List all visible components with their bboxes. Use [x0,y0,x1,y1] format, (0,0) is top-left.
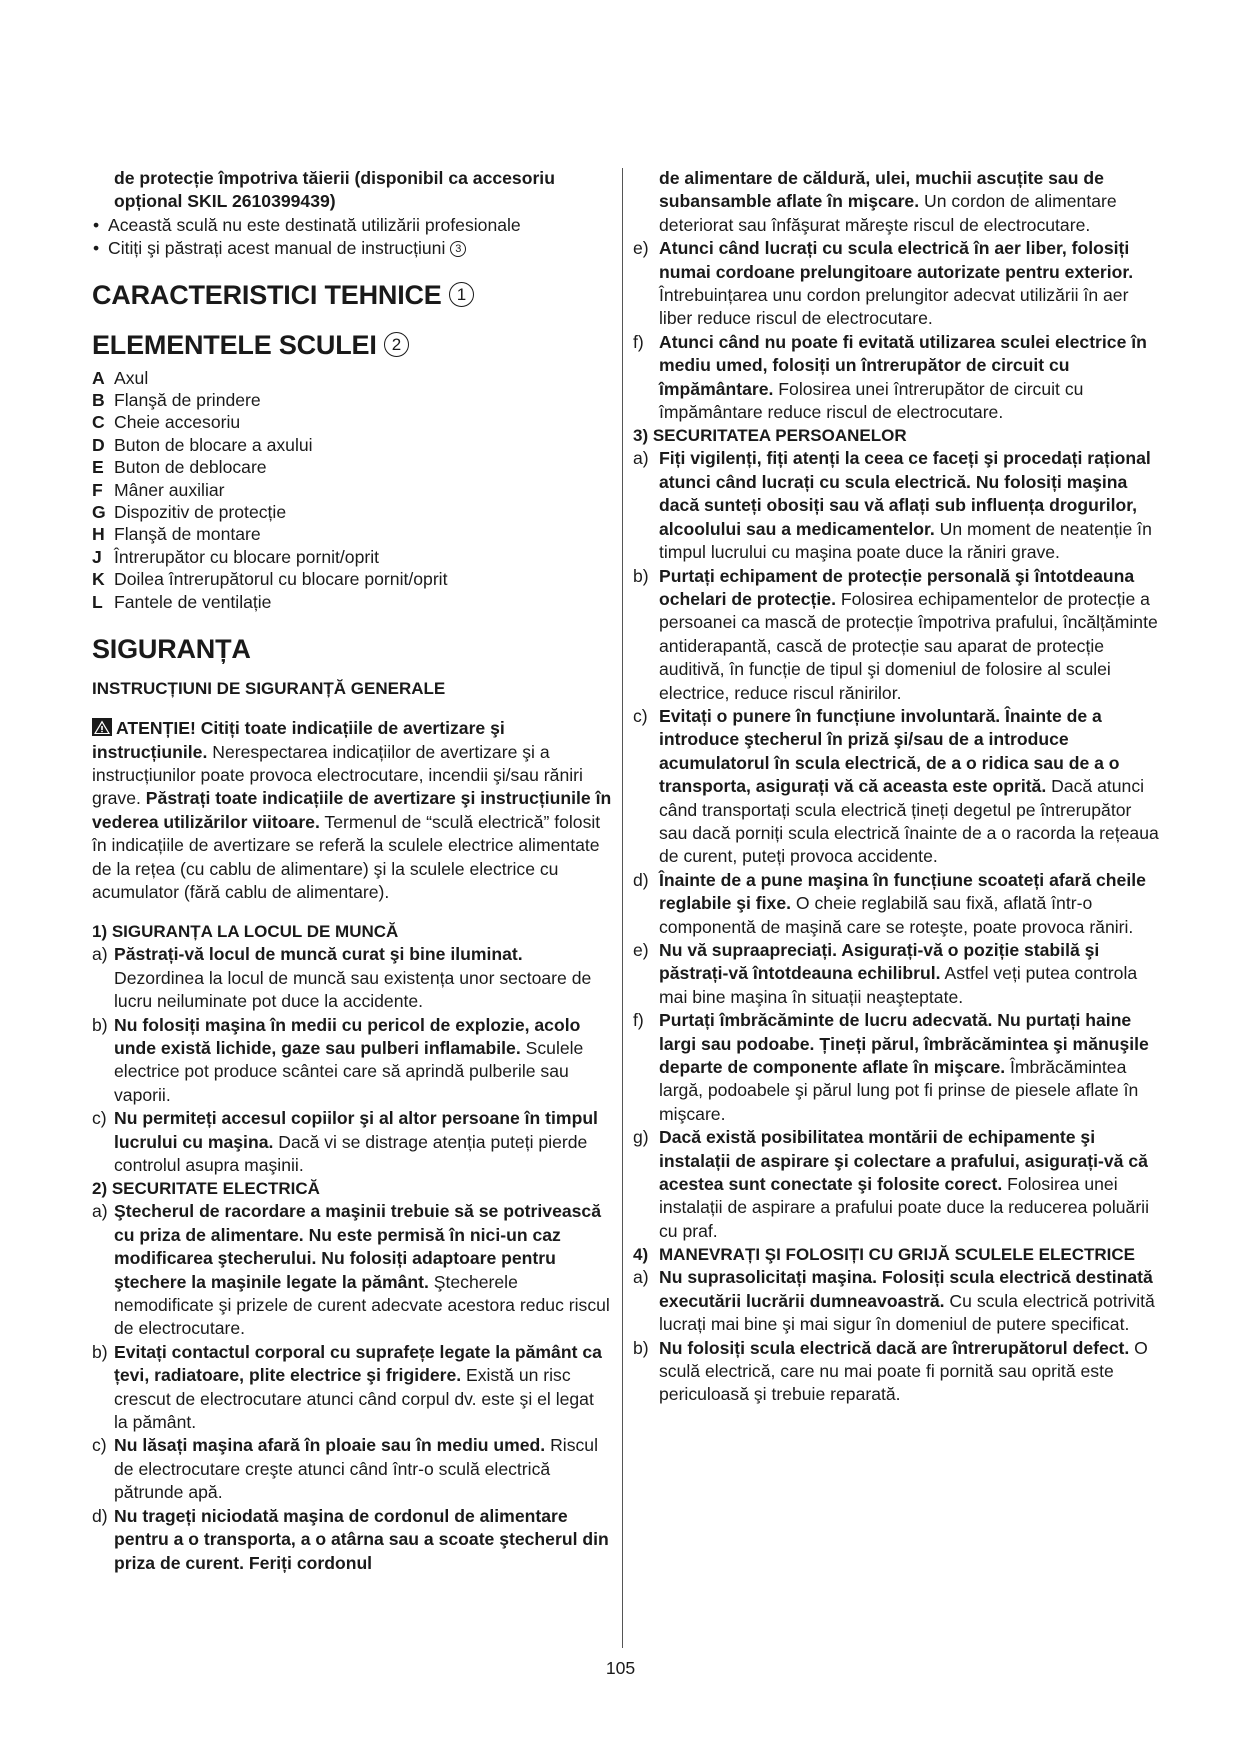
instruction-item [92,943,612,1013]
item-marker: c) [92,1108,107,1129]
item-bold: Evitați o punere în funcțiune involuntară. Înainte de a introduce ştecherul în priză şi/sau de a introduce acumulatorul în scula electrică, de a o ridica sau de a o transporta, asigurați vă că aceasta este oprită. [659,705,1120,797]
item-marker: b) [633,1337,649,1358]
item-bold: Atunci când lucrați cu scula electrică în aer liber, folosiți numai cordoane prelungitoare autorizate pentru exterior. [659,238,1134,282]
warning-text-2: Termenul de “sculă electrică” folosit în indicațiile de avertizare se referă la sculele electrice alimentate de la rețea (cu cablu de alimentare) şi la sculele electrice cu acumulator (fără cablu de alimentare). [92,811,601,902]
section-title-workplace: 1) SIGURANȚA LA LOCUL DE MUNCĂ [92,922,399,942]
item-bold: Nu suprasolicitați maşina. Folosiți scula electrică destinată executării lucrării dumneavoastră. [659,1267,1153,1311]
section-electrical-items [92,1200,612,1575]
item-marker: d) [633,869,649,890]
warning-paragraph [92,716,612,904]
heading-general-safety: INSTRUCȚIUNI DE SIGURANȚĂ GENERALE [92,679,446,699]
item-bold: Înainte de a pune maşina în funcțiune scoateți afară cheile reglabile şi fixe. [659,869,1146,914]
item-text: Astfel veți putea controla mai bine maşina în situații neaşteptate. [659,963,1138,1007]
item-bold: Evitați contactul corporal cu suprafețe legate la pământ ca țevi, radiatoare, plite electrice şi frigidere. [114,1341,602,1386]
item-marker: a) [633,448,649,469]
element-label: Întrerupător cu blocare pornit/oprit [114,546,380,567]
instruction-item [92,1014,612,1108]
instruction-item [633,1126,1163,1243]
element-key: L [92,591,103,612]
element-item [92,456,612,479]
instruction-item [92,1341,612,1435]
item-marker: a) [92,944,108,965]
instruction-item [633,939,1163,1009]
element-label: Fantele de ventilație [114,591,272,612]
element-key: E [92,457,104,478]
item-text: Dacă vi se distrage atenția puteți pierde controlul asupra maşinii. [114,1131,588,1175]
figure-ref: 2 [384,332,409,357]
item-marker: e) [633,940,649,960]
element-key: H [92,524,105,545]
element-label: Buton de deblocare [114,457,267,478]
instruction-item [633,331,1163,425]
heading-text: CARACTERISTICI TEHNICE [92,279,442,310]
element-key: J [92,546,102,567]
item-text: Există un risc crescut de electrocutare atunci când corpul dv. este şi el legat la pământ. [114,1365,594,1433]
item-text: O sculă electrică, care nu mai poate fi pornită sau oprită este periculoasă şi trebuie reparată. [659,1337,1148,1405]
item-marker: a) [633,1267,649,1288]
right-column [633,167,1163,1407]
item-bold: Atunci când nu poate fi evitată utilizarea sculei electrice în mediu umed, folosiți un întrerupător de circuit cu împământare. [659,331,1147,399]
item-text: Îmbrăcămintea largă, podoabele şi părul lung pot fi prinse de piesele aflate în mişcare. [659,1057,1139,1124]
element-item [92,479,612,502]
item-text: Cu scula electrică potrivită lucrați mai bine şi mai sigur în domeniul de putere specificat. [659,1290,1155,1335]
element-key: A [92,367,105,388]
element-key: F [92,479,103,500]
item-marker: d) [92,1505,108,1526]
item-marker: g) [633,1127,649,1148]
item-text: Ştecherele nemodificate şi prizele de curent adecvate acestora reduc riscul de electrocutare. [114,1271,610,1339]
element-item [92,568,612,591]
section-number: 4) [633,1245,649,1265]
element-item [92,591,612,614]
instruction-item [633,237,1163,331]
section-title-electrical: 2) SECURITATE ELECTRICĂ [92,1179,320,1199]
figure-ref: 1 [449,282,474,307]
column-divider [622,168,623,1648]
item-text: Riscul de electrocutare creşte atunci când într-o sculă electrică pătrunde apă. [114,1435,598,1503]
instruction-item [92,1505,612,1575]
bullet-item [92,214,612,237]
item-bold: Fiți vigilenți, fiți atenți la ceea ce faceți şi procedați rațional atunci când lucrați cu scula electrică. Nu folosiți maşina dacă sunteți obosiți sau vă aflați sub influența drogurilor, alcoolului sau a medicamentelor. [659,448,1151,539]
bullet-text: Citiți şi păstrați acest manual de instrucțiuni [108,238,446,259]
section-handling-items [633,1266,1163,1406]
item-marker: f) [633,1010,644,1031]
heading-text: ELEMENTELE SCULEI [92,329,377,360]
item-bold: Dacă există posibilitatea montării de echipamente şi instalații de aspirare şi colectare a prafului, asigurați-vă că acestea sunt conectate şi folosite corect. [659,1127,1148,1195]
element-key: C [92,412,105,433]
instruction-item [633,705,1163,869]
instruction-item [633,447,1163,564]
left-column [92,167,612,1575]
item-bold: Purtați îmbrăcăminte de lucru adecvată. Nu purtați haine largi sau podoabe. Țineți părul, îmbrăcămintea şi mănuşile departe de componente aflate în mişcare. [659,1010,1149,1078]
warning-bold-1: ATENȚIE! Citiți toate indicațiile de avertizare şi instrucțiunile. [92,718,505,762]
section-title-personal: 3) SECURITATEA PERSOANELOR [633,426,907,446]
element-key: K [92,569,105,590]
item-bold: Purtați echipament de protecție personală şi întotdeauna ochelari de protecție. [659,565,1135,609]
element-label: Flanşă de prindere [114,390,261,411]
instruction-item [633,1266,1163,1336]
item-bold: Nu permiteți accesul copiilor şi al altor persoane în timpul lucrului cu maşina. [114,1108,598,1152]
element-item [92,523,612,546]
instruction-item [633,565,1163,705]
section-personal-items [633,447,1163,1243]
item-marker: b) [92,1341,108,1362]
continued-item [633,167,1163,237]
warning-text-1: Nerespectarea indicațiilor de avertizare şi a instrucțiunilor poate provoca electrocutare, incendii şi/sau răniri grave. [92,741,583,809]
section-title-handling [633,1243,1163,1266]
item-text: Un moment de neatenție în timpul lucrului cu maşina poate duce la răniri grave. [659,518,1152,563]
heading-tool-elements [92,329,612,361]
item-bold: Nu lăsați maşina afară în ploaie sau în mediu umed. [114,1435,546,1456]
item-marker: b) [92,1014,108,1035]
warning-icon [92,718,112,736]
instruction-item [92,1200,612,1340]
item-marker: c) [633,705,648,726]
instruction-item [633,1337,1163,1407]
page-number: 105 [605,1658,636,1678]
item-bold: Nu folosiți maşina în medii cu pericol de explozie, acolo unde există lichide, gaze sau pulberi inflamabile. [114,1014,581,1058]
instruction-item [92,1434,612,1504]
item-text: Un cordon de alimentare deteriorat sau înfăşurat măreşte riscul de electrocutare. [659,191,1117,235]
element-item [92,501,612,524]
item-bold: Nu trageți niciodată maşina de cordonul de alimentare pentru a o transporta, a o atârna sau a scoate ştecherul din priza de curent. Feriți cordonul [114,1505,609,1573]
item-marker: f) [633,331,644,352]
intro-continuation: de protecție împotriva tăierii (disponibil ca accesoriu opțional SKIL 2610399439) [114,168,555,212]
element-label: Doilea întrerupătorul cu blocare pornit/oprit [114,569,448,590]
item-marker: c) [92,1435,107,1456]
element-key: G [92,502,106,523]
heading-technical-specs [92,279,612,311]
element-item [92,546,612,569]
bullet-item [92,237,612,260]
instruction-item [92,1107,612,1177]
element-label: Mâner auxiliar [114,479,225,500]
element-label: Buton de blocare a axului [114,434,313,455]
figure-ref: 3 [450,241,466,257]
item-text: Dezordinea la locul de muncă sau existența unor sectoare de lucru neiluminate pot duce la accidente. [114,967,592,1012]
element-label: Cheie accesoriu [114,412,241,433]
item-bold: de alimentare de căldură, ulei, muchii ascuțite sau de subansamble aflate în mişcare. [659,168,1104,212]
bullet-text: Această sculă nu este destinată utilizării profesionale [108,214,521,235]
item-text: O cheie reglabilă sau fixă, aflată într-o componentă de maşină care se roteşte, poate provoca răniri. [659,893,1134,937]
item-bold: Nu vă supraapreciați. Asigurați-vă o poziție stabilă şi păstrați-vă întotdeauna echilibrul. [659,940,1100,984]
element-key: D [92,434,105,455]
element-item [92,434,612,457]
item-text: Sculele electrice pot produce scântei care să aprindă pulberile sau vaporii. [114,1037,584,1105]
section-title-text: MANEVRAȚI ŞI FOLOSIȚI CU GRIJĂ SCULELE ELECTRICE [659,1245,1136,1265]
item-text: Folosirea unei întrerupător de circuit cu împământare reduce riscul de electrocutare. [659,378,1084,423]
element-key: B [92,390,105,411]
instruction-item [633,869,1163,939]
element-item [92,411,612,434]
element-label: Axul [114,367,149,388]
item-bold: Ştecherul de racordare a maşinii trebuie să se potrivească cu priza de alimentare. Nu este permisă în nici-un caz modificarea ştecherului. Nu folosiți adaptoare pentru ştechere la maşinile legate la pământ. [114,1201,601,1292]
section-electrical-more [633,237,1163,424]
instruction-item [633,1009,1163,1126]
item-text: Dacă atunci când transportați scula electrică țineți degetul pe întrerupător sau dacă porniți scula electrică înainte de a o racorda la rețeaua de curent, puteți provoca accidente. [659,776,1159,867]
warning-bold-2: Păstrați toate indicațiile de avertizare şi instrucțiunile în vederea utilizărilor viitoare. [92,788,612,832]
element-label: Flanşă de montare [114,524,261,545]
heading-safety: SIGURANȚA [92,634,251,665]
element-item [92,367,612,390]
item-bold: Păstrați-vă locul de muncă curat şi bine iluminat. [114,944,523,965]
element-item [92,389,612,412]
item-marker: e) [633,238,649,259]
item-text: Întrebuințarea unu cordon prelungitor adecvat utilizării în aer liber reduce riscul de electrocutare. [659,285,1129,329]
item-text: Folosirea unei instalații de aspirare a prafului poate duce la reducerea poluării cu praf. [659,1174,1149,1241]
item-marker: b) [633,565,649,586]
section-workplace-items [92,943,612,1177]
item-marker: a) [92,1201,108,1222]
element-label: Dispozitiv de protecție [114,502,287,523]
item-text: Folosirea echipamentelor de protecție a persoanei ca mască de protecție împotriva prafului, încălțăminte antiderapantă, cască de protecție sau aparat de protecție auditivă, în funcție de tipul şi domeniul de folosire al sculei electrice, reduce riscul rănirilor. [659,588,1158,703]
elements-list [92,367,612,614]
item-bold: Nu folosiți scula electrică dacă are întrerupătorul defect. [659,1337,1130,1358]
